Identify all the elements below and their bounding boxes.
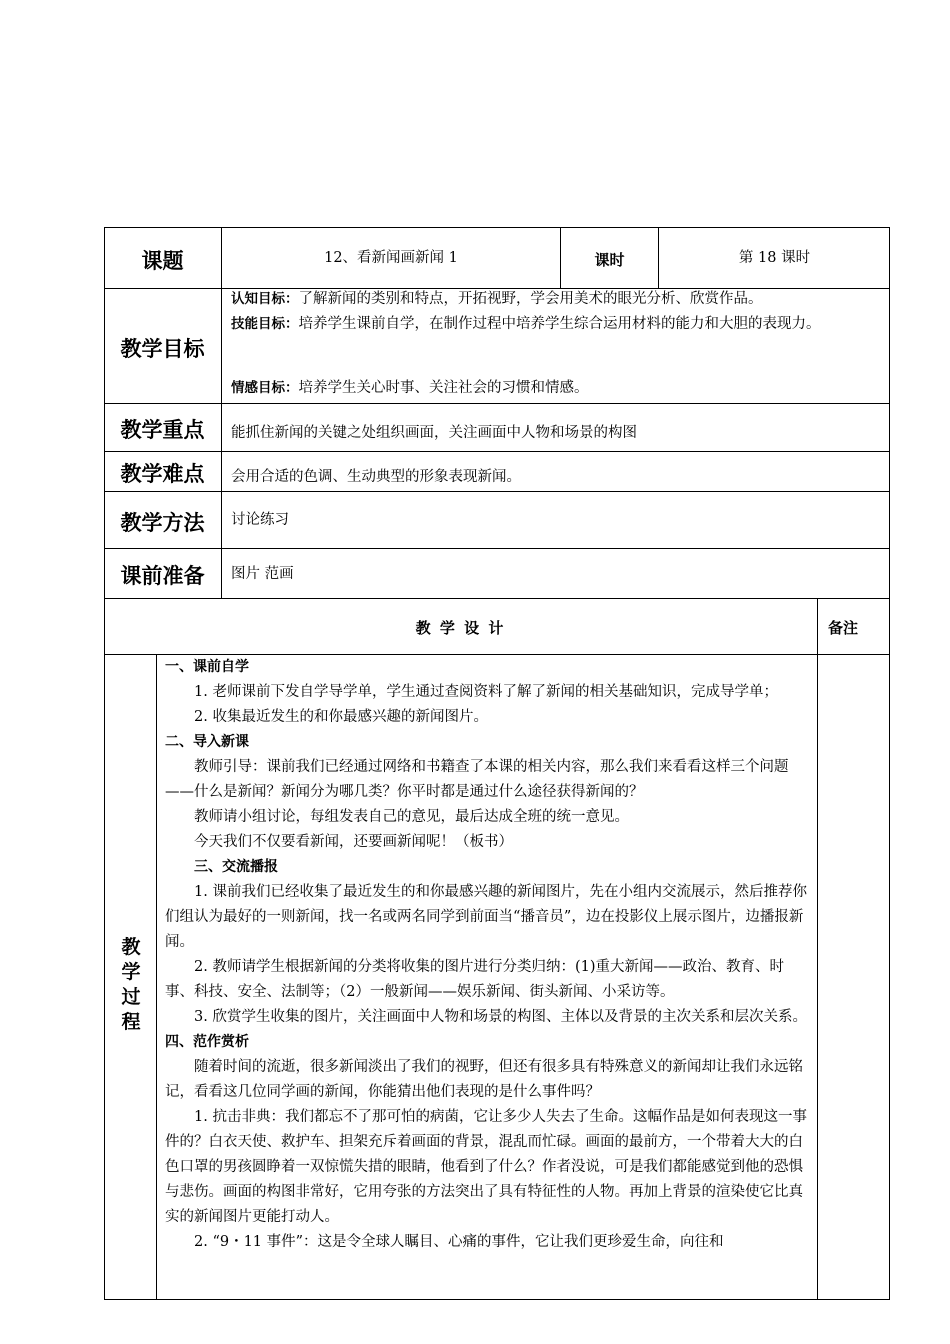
skill-label: 技能目标：	[231, 316, 299, 332]
cognitive-label: 认知目标：	[231, 291, 299, 307]
cognitive-text: 了解新闻的类别和特点，开拓视野，学会用美术的眼光分析、欣赏作品。	[298, 291, 763, 307]
row-divider	[104, 598, 890, 599]
design-header: 教 学 设 计	[415, 619, 506, 637]
key-points-value: 能抓住新闻的关键之处组织画面，关注画面中人物和场景的构图	[231, 425, 637, 441]
page-bottom-margin	[0, 1300, 950, 1344]
objective-emotion	[231, 377, 883, 400]
paragraph: 1. 老师课前下发自学导学单，学生通过查阅资料了解了新闻的相关基础知识，完成导学单；	[194, 684, 778, 700]
col-divider	[156, 654, 157, 1300]
paragraph: 2. 教师请学生根据新闻的分类将收集的图片进行分类归纳：(1)重大新闻——政治、教育、时事、科技、安全、法制等；（2）一般新闻——娱乐新闻、街头新闻、小采访等。	[165, 959, 784, 1000]
process-label-char: 学	[121, 961, 141, 983]
col-divider	[817, 598, 818, 1300]
key-points-label: 教学重点	[120, 418, 205, 442]
objective-cognitive	[231, 288, 883, 311]
topic-label: 课题	[141, 249, 184, 273]
section-heading: 一、课前自学	[165, 659, 249, 675]
methods-label: 教学方法	[120, 511, 205, 535]
period-value: 第 18 课时	[738, 250, 811, 266]
skill-text: 培养学生课前自学，在制作过程中培养学生综合运用材料的能力和大胆的表现力。	[298, 316, 821, 332]
process-label-char: 教	[121, 936, 141, 958]
preparation-value: 图片 范画	[231, 566, 294, 582]
difficulties-value: 会用合适的色调、生动典型的形象表现新闻。	[231, 469, 521, 485]
paragraph: 2. “9・11 事件”：这是令全球人瞩目、心痛的事件，它让我们更珍爱生命，向往和	[194, 1234, 724, 1250]
topic-value: 12、看新闻画新闻 1	[324, 250, 458, 266]
section-heading: 四、范作赏析	[165, 1034, 249, 1050]
paragraph: 1. 课前我们已经收集了最近发生的和你最感兴趣的新闻图片，先在小组内交流展示，然后推荐你们组认为最好的一则新闻，找一名或两名同学到前面当“播音员”，边在投影仪上展示图片，边播报新闻。	[165, 884, 807, 950]
table-bottom-border	[104, 1299, 890, 1300]
paragraph: 1. 抗击非典：我们都忘不了那可怕的病菌，它让多少人失去了生命。这幅作品是如何表现这一事件的？白衣天使、救护车、担架充斥着画面的背景，混乱而忙碌。画面的最前方，一个带着大大的白色口罩的男孩圆睁着一双惊慌失措的眼睛，他看到了什么？作者没说，可是我们都能感觉到他的恐惧与悲伤。画面的构图非常好，它用夸张的方法突出了具有特征性的人物。再加上背景的渲染使它比真实的新闻图片更能打动人。	[165, 1109, 807, 1225]
paragraph: 3. 欣赏学生收集的图片，关注画面中人物和场景的构图、主体以及背景的主次关系和层次关系。	[194, 1009, 807, 1025]
section-heading: 三、交流播报	[194, 859, 278, 875]
emotion-label: 情感目标：	[231, 380, 299, 396]
section-heading: 二、导入新课	[165, 734, 249, 750]
period-label: 课时	[594, 251, 625, 269]
preparation-label: 课前准备	[120, 564, 205, 588]
process-content	[165, 655, 809, 1255]
emotion-text: 培养学生关心时事、关注社会的习惯和情感。	[298, 380, 589, 396]
objectives-label: 教学目标	[120, 337, 205, 361]
methods-value: 讨论练习	[231, 512, 289, 528]
paragraph: 2. 收集最近发生的和你最感兴趣的新闻图片。	[194, 709, 488, 725]
objective-skill	[231, 313, 883, 336]
paragraph: 教师引导：课前我们已经通过网络和书籍查了本课的相关内容，那么我们来看看这样三个问题——什么是新闻？新闻分为哪几类？你平时都是通过什么途径获得新闻的？	[165, 759, 789, 800]
process-label-char: 程	[121, 1011, 141, 1033]
paragraph: 今天我们不仅要看新闻，还要画新闻呢！（板书）	[194, 834, 513, 850]
process-label-char: 过	[121, 986, 141, 1008]
paragraph: 随着时间的流逝，很多新闻淡出了我们的视野，但还有很多具有特殊意义的新闻却让我们永远铭记，看看这几位同学画的新闻，你能猜出他们表现的是什么事件吗？	[165, 1059, 803, 1100]
paragraph: 教师请小组讨论，每组发表自己的意见，最后达成全班的统一意见。	[194, 809, 629, 825]
process-label	[114, 935, 148, 1035]
difficulties-label: 教学难点	[120, 462, 205, 486]
col-divider	[221, 227, 222, 598]
notes-header: 备注	[827, 619, 858, 637]
